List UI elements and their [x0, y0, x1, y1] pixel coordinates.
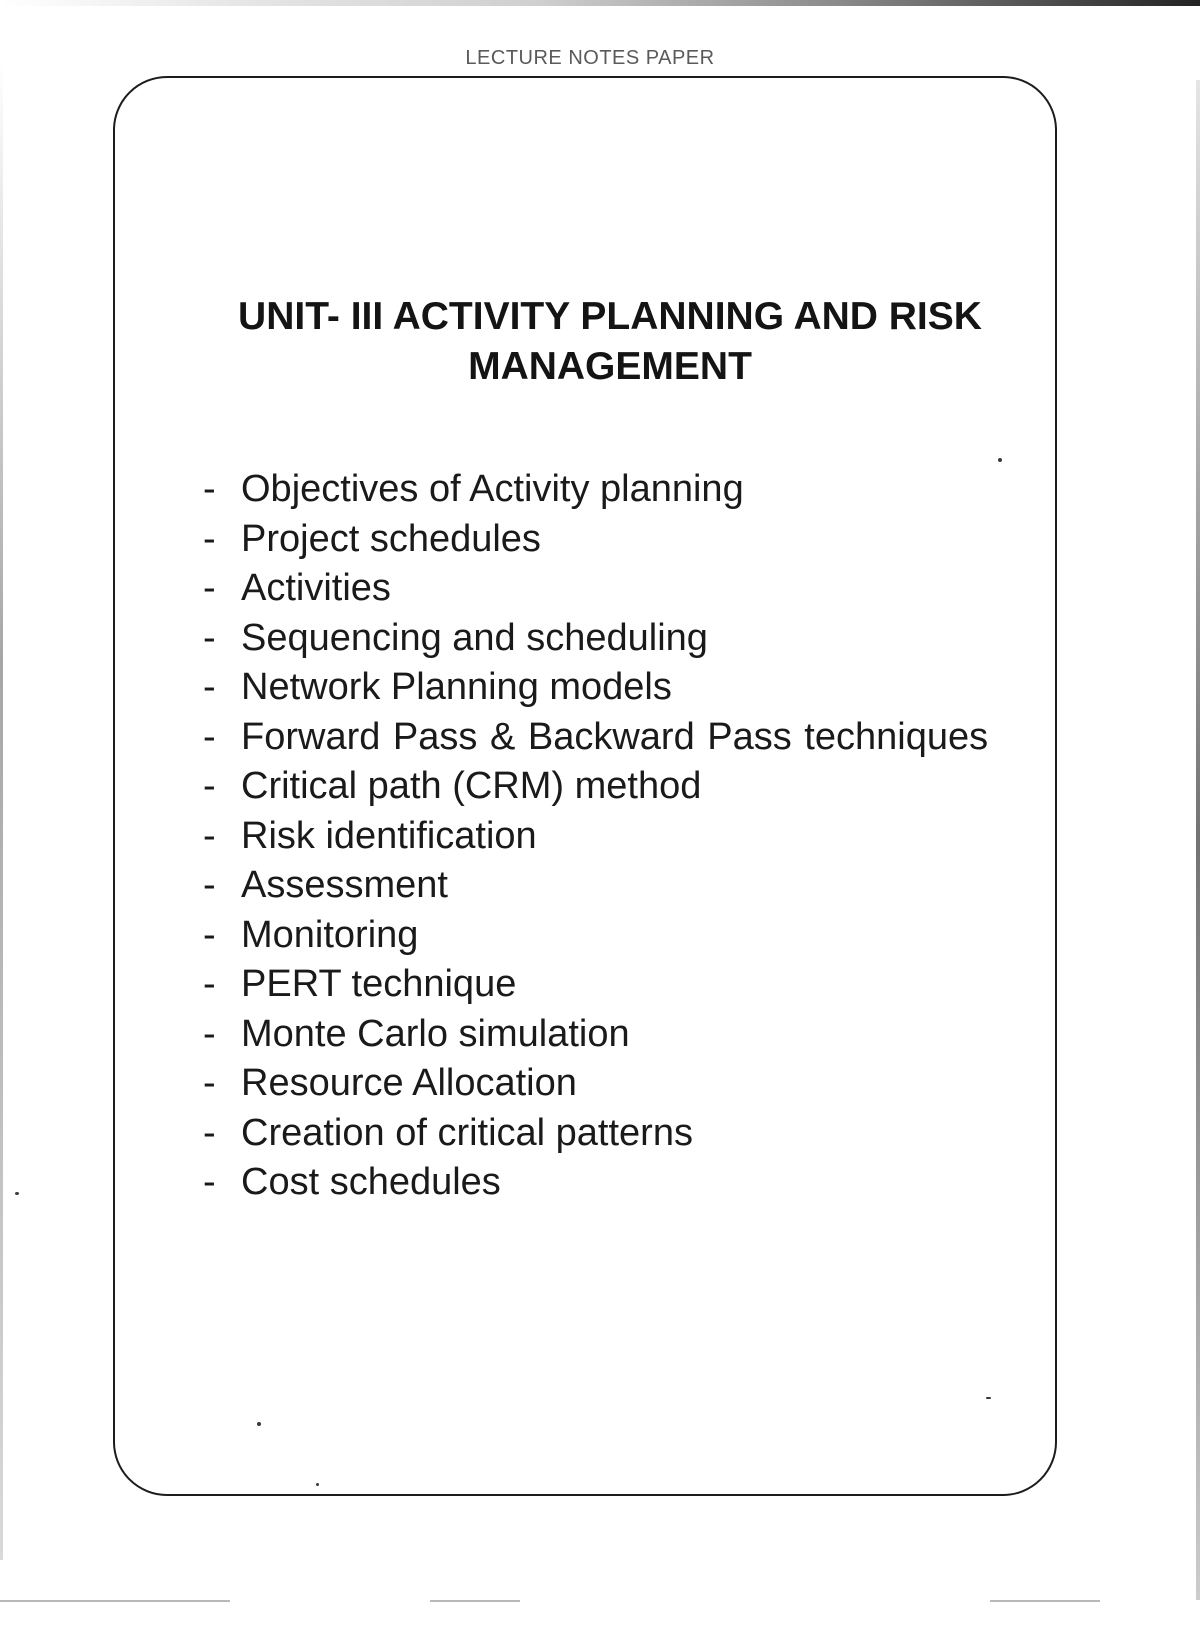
list-item — [203, 663, 1023, 713]
bullet-dash: - — [203, 1012, 216, 1055]
bullet-dash: - — [203, 1111, 216, 1154]
bullet-dash: - — [203, 468, 216, 510]
topic-text: Monitoring — [241, 913, 419, 956]
topic-text: Project schedules — [241, 517, 541, 560]
scan-speck — [257, 1422, 261, 1426]
scan-speck — [998, 458, 1002, 462]
bullet-dash: - — [203, 864, 216, 906]
bullet-dash: - — [203, 517, 216, 560]
scan-edge-left — [0, 60, 3, 1560]
list-item — [203, 1158, 1023, 1208]
topic-text: Sequencing and scheduling — [241, 616, 708, 659]
bullet-dash: - — [203, 715, 216, 758]
page-title: UNIT- III ACTIVITY PLANNING AND RISK MANAGEMENT — [238, 295, 982, 388]
topic-text: Activities — [241, 567, 391, 609]
scan-speck — [15, 1192, 19, 1195]
list-item — [203, 762, 1023, 812]
bullet-dash: - — [203, 666, 216, 708]
topic-text: Objectives of Activity planning — [241, 468, 744, 510]
scan-footer-line — [0, 1600, 230, 1602]
list-item — [203, 1010, 1023, 1060]
topic-text: Creation of critical patterns — [241, 1111, 693, 1154]
topic-text: Cost schedules — [241, 1161, 501, 1203]
bullet-dash: - — [203, 1161, 216, 1203]
list-item — [203, 960, 1023, 1010]
list-item — [203, 861, 1023, 911]
bullet-dash: - — [203, 765, 216, 807]
list-item — [203, 713, 1023, 763]
list-item — [203, 465, 1023, 515]
scan-speck — [986, 1397, 991, 1399]
bullet-dash: - — [203, 567, 216, 609]
bullet-dash: - — [203, 814, 216, 857]
list-item — [203, 515, 1023, 565]
topic-text: Risk identification — [241, 814, 537, 857]
topic-text: Resource Allocation — [241, 1062, 577, 1104]
list-item — [203, 812, 1023, 862]
scan-footer-line — [430, 1600, 520, 1602]
list-item — [203, 911, 1023, 961]
topic-text: Forward Pass & Backward Pass techniques — [241, 715, 989, 758]
topic-text: Critical path (CRM) method — [241, 765, 702, 807]
bullet-dash: - — [203, 913, 216, 956]
scan-speck — [316, 1483, 319, 1486]
scan-edge-top — [0, 0, 1200, 6]
list-item — [203, 1109, 1023, 1159]
bullet-dash: - — [203, 1062, 216, 1104]
topic-text: Monte Carlo simulation — [241, 1012, 630, 1055]
topic-list — [203, 465, 1023, 1208]
topic-text: Assessment — [241, 864, 448, 906]
list-item — [203, 614, 1023, 664]
page-header-label: LECTURE NOTES PAPER — [465, 47, 715, 69]
bullet-dash: - — [203, 616, 216, 659]
list-item — [203, 564, 1023, 614]
scan-edge-right — [1196, 80, 1200, 1600]
scan-footer-line — [990, 1600, 1100, 1602]
topic-text: Network Planning models — [241, 666, 672, 708]
list-item — [203, 1059, 1023, 1109]
topic-text: PERT technique — [241, 963, 517, 1005]
bullet-dash: - — [203, 963, 216, 1005]
